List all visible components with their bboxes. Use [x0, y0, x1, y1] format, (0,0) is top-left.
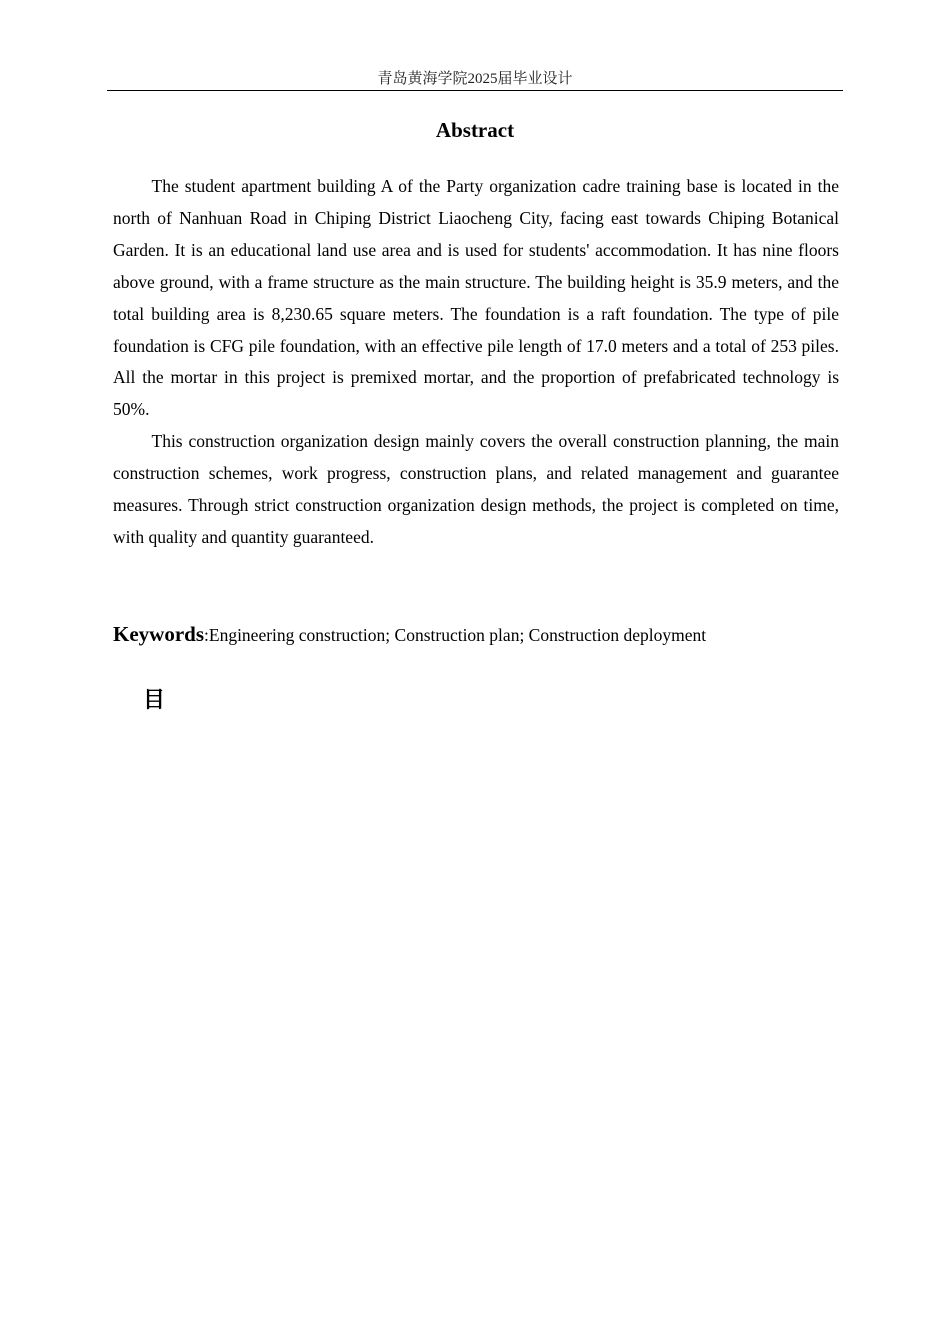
abstract-paragraph-1: The student apartment building A of the Party organization cadre training base is located in the north of Nanhuan Road in Chiping District Liaocheng City, facing east towards Chiping Botanical Garden. It is an educational land use area and is used for students' accommodation. It has nine floors above ground, with a frame structure as the main structure. The building height is 35.9 meters, and the total building area is 8,230.65 square meters. The foundation is a raft foundation. The type of pile foundation is CFG pile foundation, with an effective pile length of 17.0 meters and a total of 253 piles. All the mortar in this project is premixed mortar, and the proportion of prefabricated technology is 50%. — [113, 176, 839, 420]
abstract-title: Abstract — [435, 118, 515, 142]
keywords-text: Engineering construction; Construction plan; Construction deployment — [208, 625, 707, 645]
keywords-line — [113, 619, 839, 650]
running-header: 青岛黄海学院2025届毕业设计 — [107, 68, 843, 91]
toc-heading: 目 — [143, 688, 166, 713]
keywords-separator: : — [204, 625, 209, 645]
keywords-label: Keywords — [113, 622, 204, 646]
abstract-paragraph-2: This construction organization design mainly covers the overall construction planning, the main construction schemes, work progress, construction plans, and related management and guarantee measures. Through strict construction organization design methods, the project is completed on time, with quality and quantity guaranteed. — [113, 431, 839, 547]
abstract-body — [113, 171, 839, 554]
